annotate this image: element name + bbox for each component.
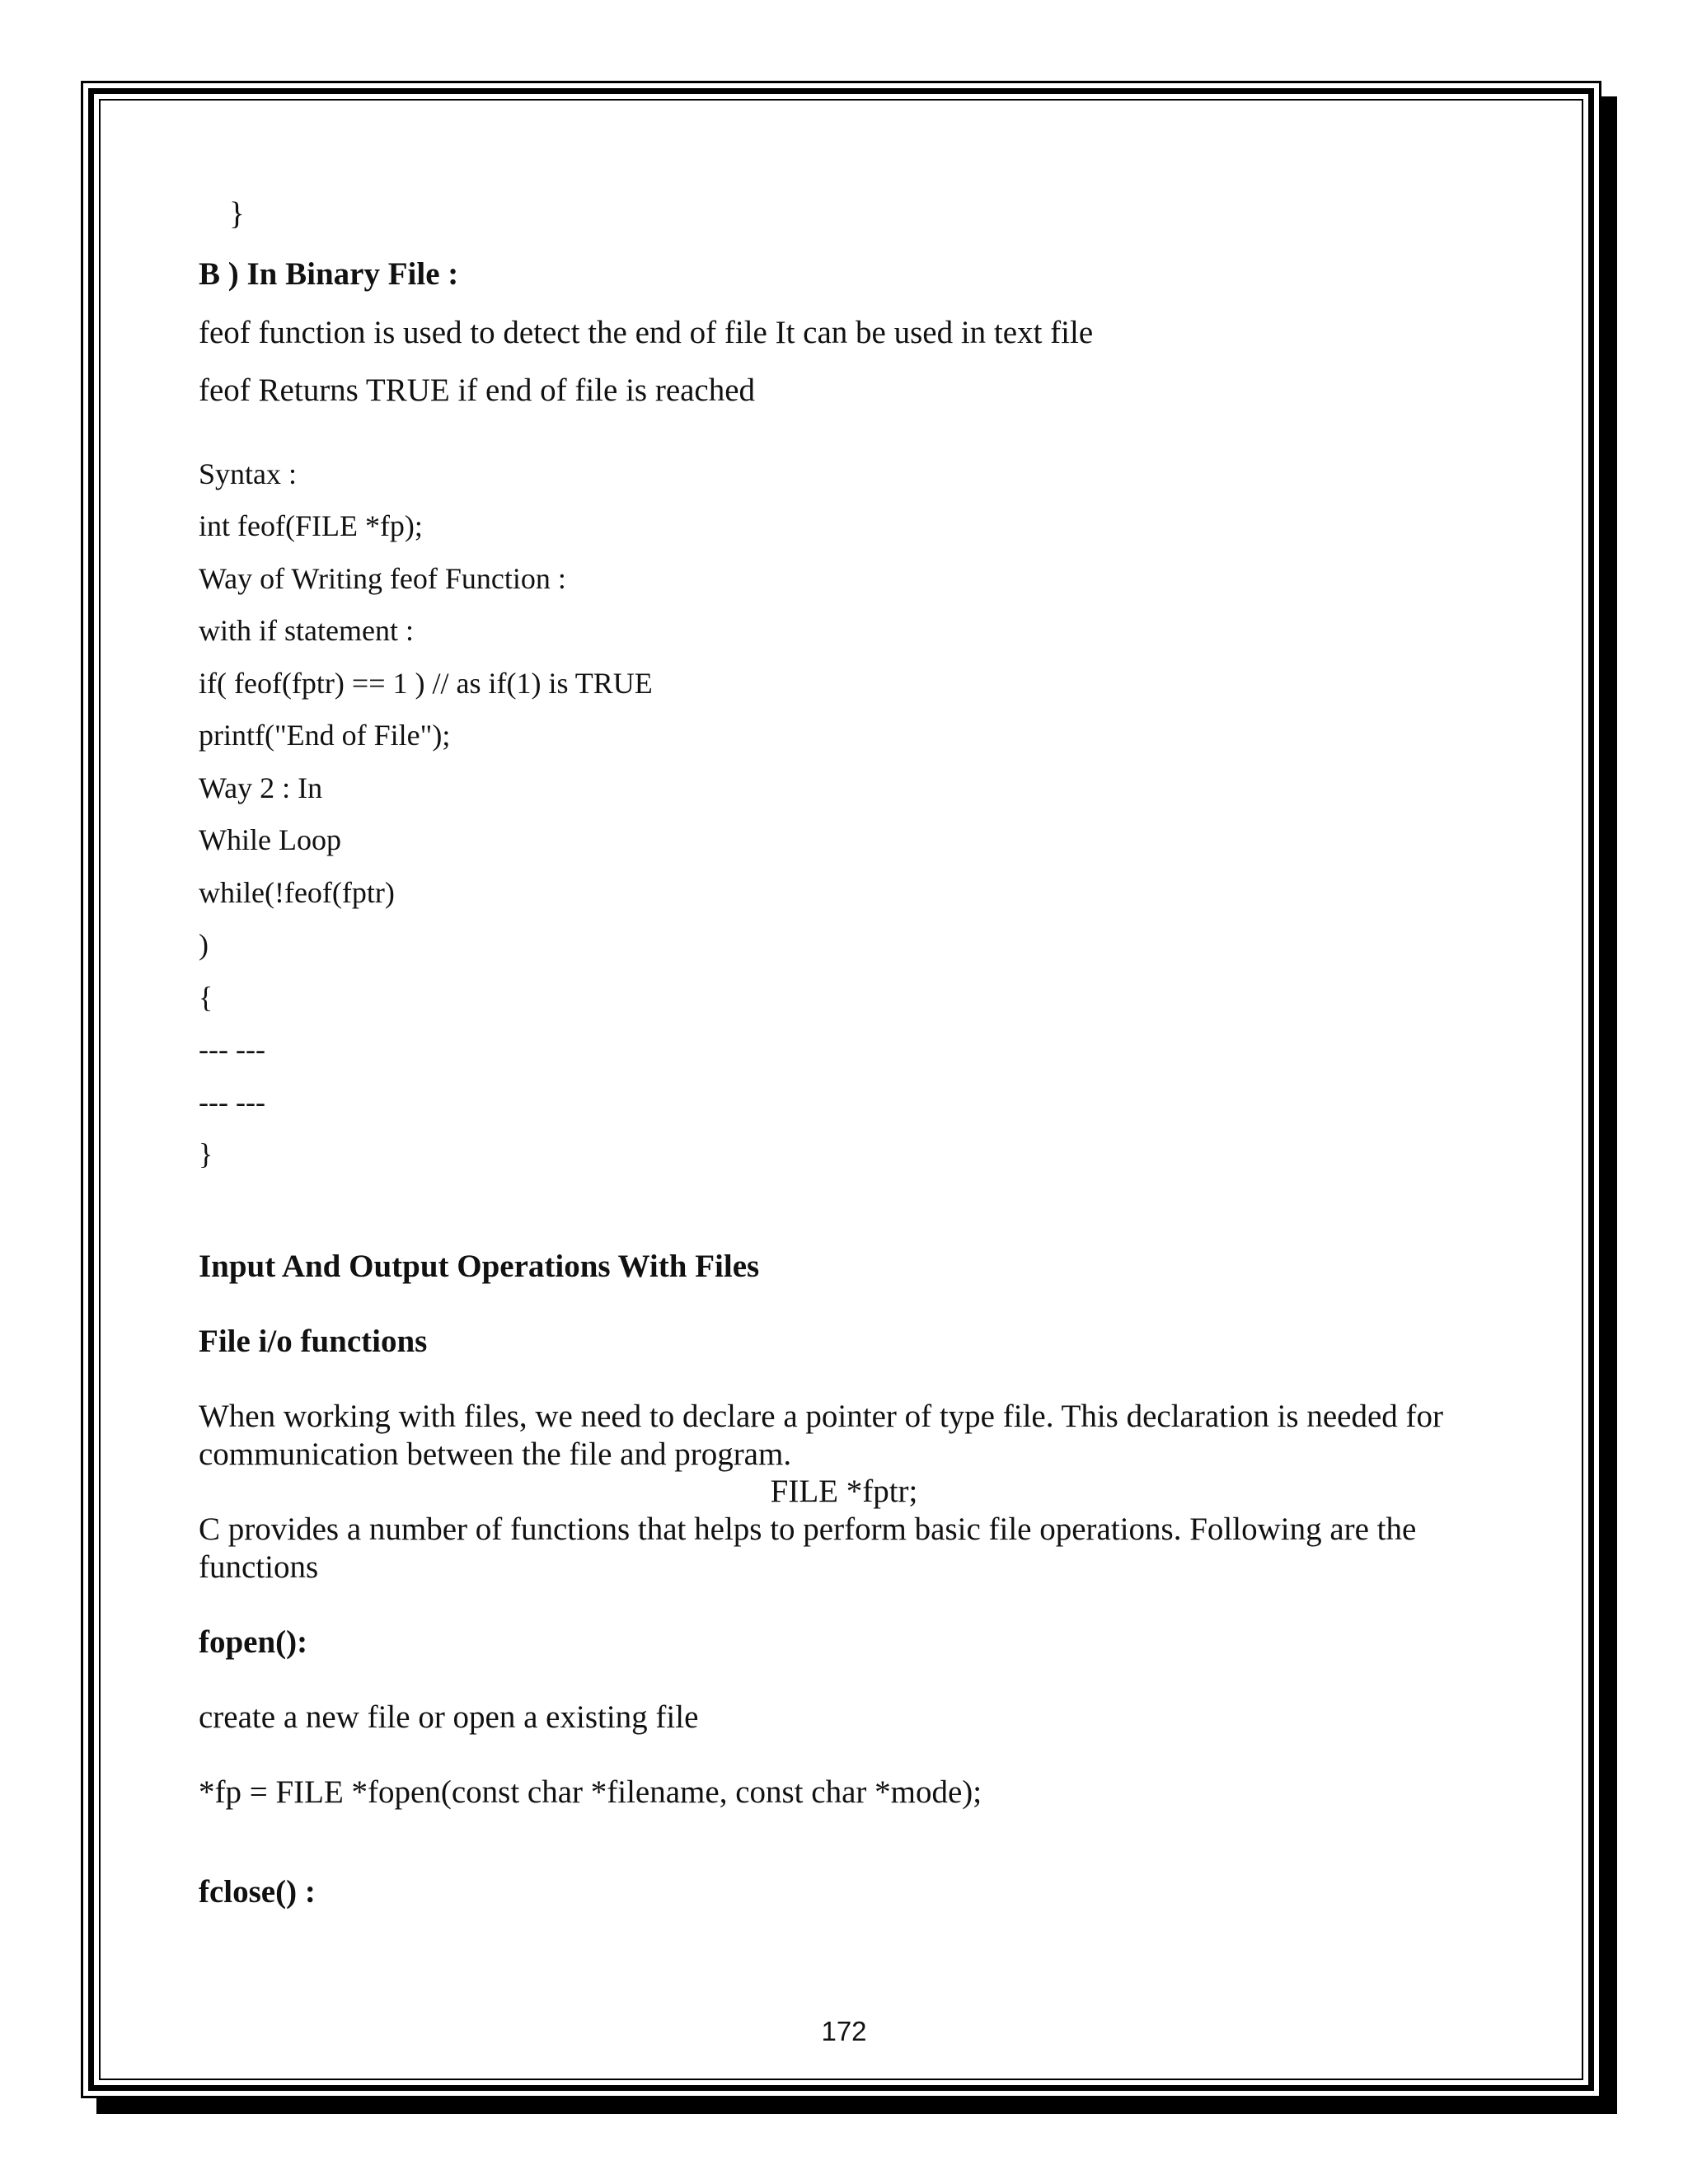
way-of-writing-label: Way of Writing feof Function : (199, 562, 566, 595)
section-heading-fopen: fopen(): (199, 1624, 308, 1660)
dashes-line-1: --- --- (199, 1033, 265, 1066)
section-heading-fclose: fclose() : (199, 1874, 316, 1910)
section-heading-file-io: File i/o functions (199, 1324, 428, 1359)
feof-description-1: feof function is used to detect the end of file It can be used in text file (199, 315, 1094, 350)
section-heading-io-operations: Input And Output Operations With Files (199, 1249, 760, 1284)
close-brace: } (199, 1137, 213, 1170)
way2-label: Way 2 : In (199, 771, 323, 804)
dashes-line-2: --- --- (199, 1085, 265, 1118)
open-brace: { (199, 981, 213, 1014)
fopen-description: create a new file or open a existing file (199, 1699, 699, 1735)
fopen-code: *fp = FILE *fopen(const char *filename, const char *mode); (199, 1774, 982, 1810)
feof-description-2: feof Returns TRUE if end of file is reached (199, 373, 756, 408)
syntax-code: int feof(FILE *fp); (199, 509, 423, 542)
paragraph-1-line-1: When working with files, we need to declare a pointer of type file. This declaration is needed for (199, 1399, 1443, 1434)
close-paren: ) (199, 928, 209, 961)
syntax-label: Syntax : (199, 457, 298, 490)
paragraph-2-line-1: C provides a number of functions that helps to perform basic file operations. Following are the (199, 1511, 1417, 1547)
while-code: while(!feof(fptr) (199, 876, 395, 909)
file-declaration-code: FILE *fptr; (770, 1474, 918, 1509)
page-number: 172 (821, 2016, 867, 2046)
section-heading-binary-file: B ) In Binary File : (199, 256, 459, 292)
while-loop-label: While Loop (199, 823, 341, 856)
paragraph-2-line-2: functions (199, 1549, 319, 1585)
code-closing-brace: } (229, 196, 245, 232)
if-code: if( feof(fptr) == 1 ) // as if(1) is TRUE (199, 667, 653, 700)
paragraph-1-line-2: communication between the file and program. (199, 1436, 792, 1472)
with-if-label: with if statement : (199, 614, 414, 647)
printf-code: printf("End of File"); (199, 719, 451, 752)
